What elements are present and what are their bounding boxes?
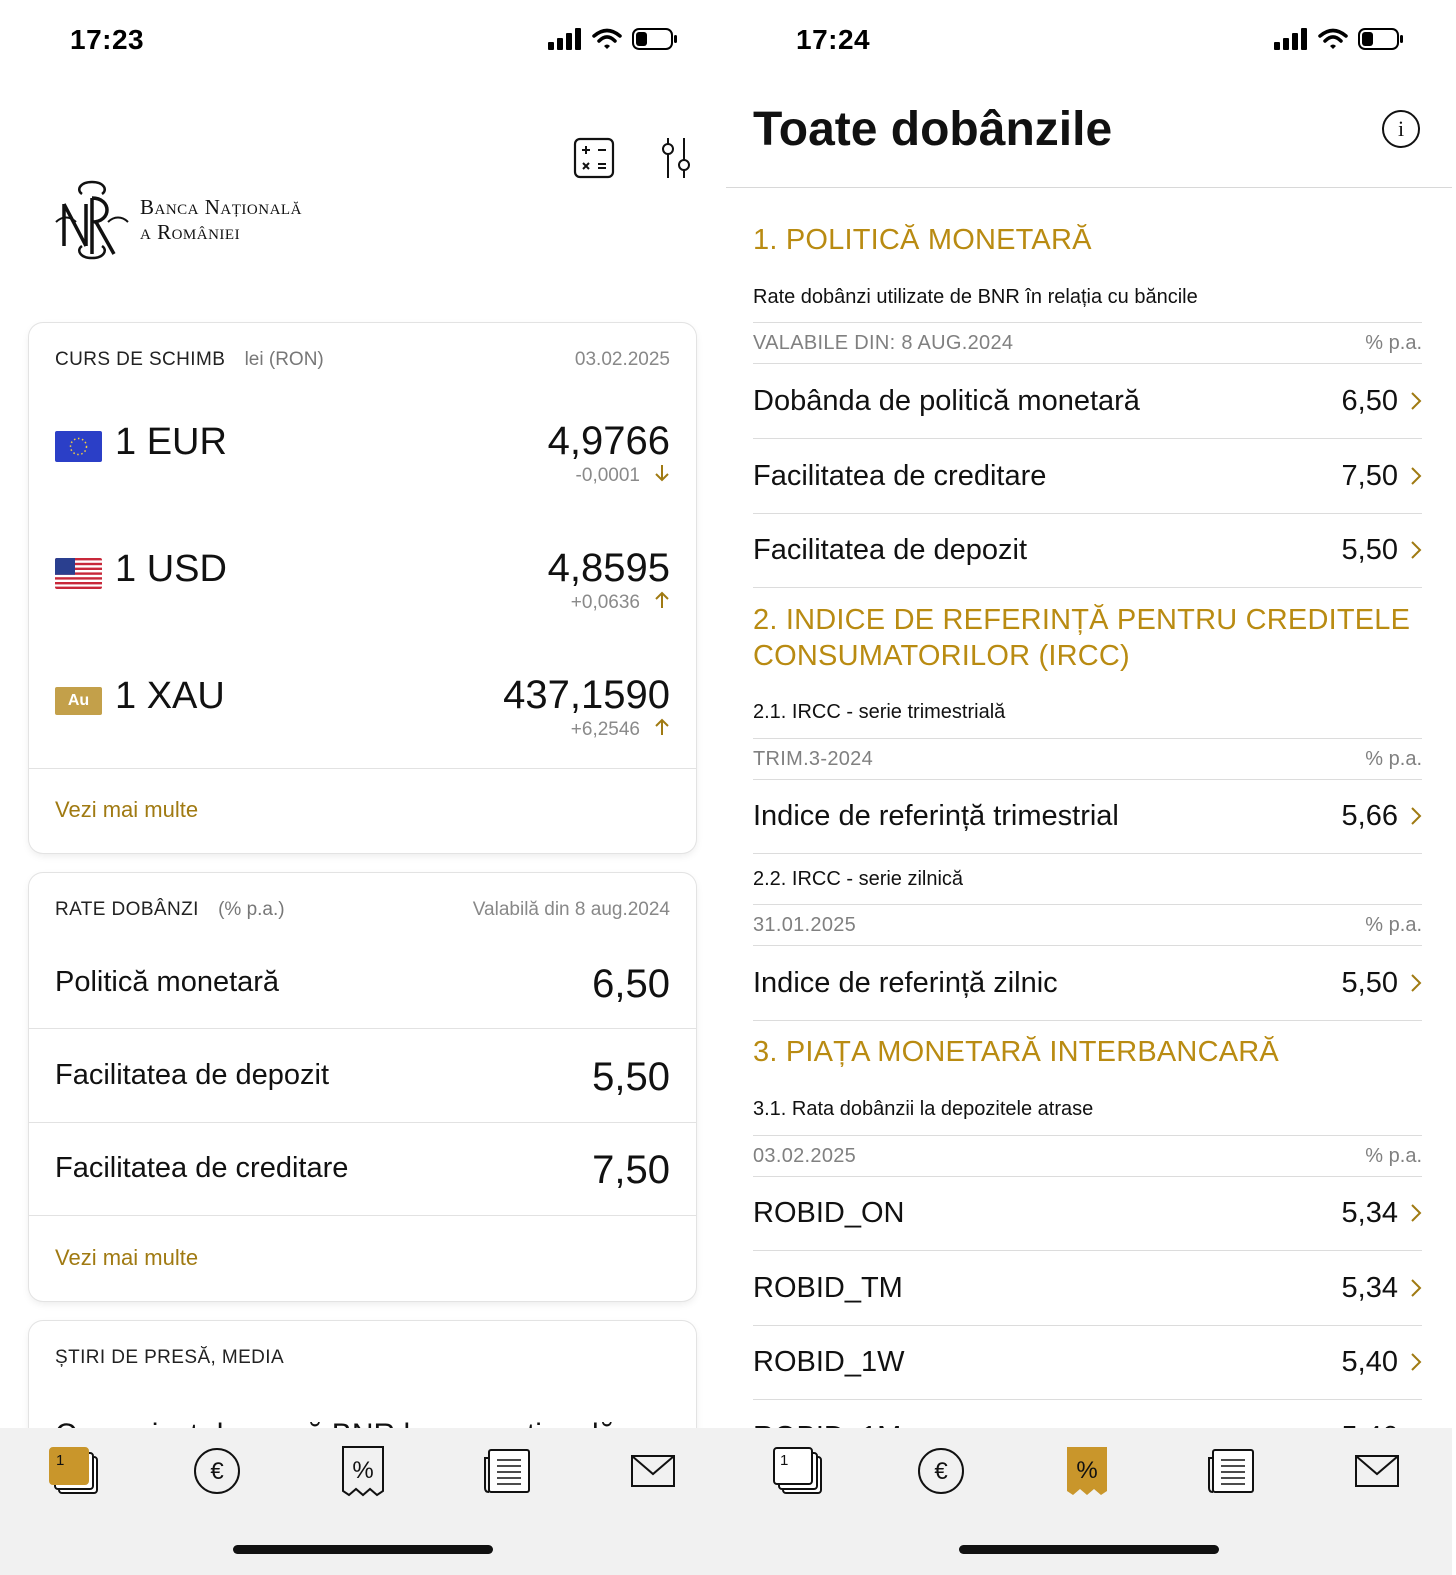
row-label: Dobânda de politică monetară: [753, 385, 1140, 417]
calculator-icon: [573, 137, 615, 179]
section-title-interbank: 3. PIAȚA MONETARĂ INTERBANCARĂ: [753, 1036, 1279, 1068]
rate-label: Facilitatea de creditare: [55, 1152, 349, 1184]
card-divider: [29, 1215, 696, 1216]
rates-see-more-link[interactable]: Vezi mai multe: [55, 1245, 199, 1270]
tab-home-badge: 1: [780, 1452, 789, 1469]
row-value: 5,50: [1341, 967, 1398, 999]
meta-unit: % p.a.: [1365, 914, 1422, 936]
section-subtitle: 3.1. Rata dobânzii la depozitele atrase: [753, 1098, 1094, 1120]
header-divider: [726, 187, 1452, 188]
cards-icon: [49, 1445, 101, 1497]
all-rates-screen: [726, 0, 1452, 1575]
svg-text:€: €: [210, 1458, 224, 1485]
arrow-up-icon: [654, 717, 670, 737]
eu-flag-icon: [55, 431, 102, 462]
rate-value: 5,50: [592, 1055, 670, 1099]
chevron-right-icon: [1410, 1352, 1422, 1372]
row-value: 6,50: [1341, 385, 1398, 417]
list-row-quarterly-index[interactable]: [753, 779, 1422, 854]
logo-text: [140, 195, 302, 245]
info-icon: i: [1397, 116, 1405, 141]
rates-card-header: [55, 899, 670, 921]
exchange-card-header: [55, 349, 670, 371]
rate-value: 6,50: [592, 962, 670, 1006]
status-icons: [548, 28, 678, 50]
wifi-icon: [1318, 28, 1348, 50]
sliders-icon: [658, 136, 694, 180]
battery-icon: [632, 28, 678, 50]
svg-text:%: %: [352, 1457, 374, 1484]
meta-unit: % p.a.: [1365, 748, 1422, 770]
row-label: ROBID_TM: [753, 1272, 903, 1304]
status-time: 17:23: [70, 24, 145, 55]
rate-row-policy[interactable]: [55, 962, 670, 1059]
exchange-card-date: 03.02.2025: [574, 349, 670, 370]
row-label: Facilitatea de creditare: [753, 460, 1047, 492]
section-subtitle: 2.2. IRCC - serie zilnică: [753, 868, 964, 890]
currency-code: 1 EUR: [115, 421, 227, 463]
fx-row-eur[interactable]: [55, 419, 670, 515]
status-time: 17:24: [796, 24, 871, 55]
tab-home[interactable]: [772, 1444, 826, 1498]
settings-sliders-button[interactable]: [652, 134, 700, 182]
row-divider: [29, 1028, 696, 1029]
tab-rates[interactable]: [1060, 1444, 1114, 1498]
mail-icon: [630, 1454, 676, 1488]
card-divider: [29, 768, 696, 769]
rates-card-valid-date: Valabilă din 8 aug.2024: [472, 899, 670, 920]
newspaper-icon: [483, 1448, 531, 1494]
percent-ticket-icon: [1065, 1445, 1109, 1497]
chevron-right-icon: [1410, 1278, 1422, 1298]
cards-icon: [773, 1445, 825, 1497]
row-label: ROBID_ON: [753, 1197, 905, 1229]
interest-rates-card[interactable]: [29, 873, 696, 1301]
tab-contact[interactable]: [626, 1444, 680, 1498]
arrow-down-icon: [654, 463, 670, 483]
exchange-see-more-link[interactable]: Vezi mai multe: [55, 797, 199, 822]
info-button[interactable]: [1382, 110, 1420, 148]
chevron-right-icon: [1410, 973, 1422, 993]
status-icons: [1274, 28, 1404, 50]
list-row-deposit-facility[interactable]: [753, 513, 1422, 588]
section-title-ircc: 2. INDICE DE REFERINȚĂ PENTRU CREDITELE CONSUMATORILOR (IRCC): [753, 604, 1411, 672]
tab-home-badge: 1: [56, 1452, 65, 1469]
tab-news[interactable]: [480, 1444, 534, 1498]
meta-row: [753, 322, 1422, 364]
meta-unit: % p.a.: [1365, 332, 1422, 354]
newspaper-icon: [1207, 1448, 1255, 1494]
rate-value: 7,50: [592, 1148, 670, 1192]
percent-ticket-icon: [341, 1445, 385, 1497]
home-screen: [0, 0, 726, 1575]
list-row-robid-tm[interactable]: [753, 1251, 1422, 1326]
battery-icon: [1358, 28, 1404, 50]
meta-row: [753, 904, 1422, 946]
meta-unit: % p.a.: [1365, 1145, 1422, 1167]
tab-exchange[interactable]: [190, 1444, 244, 1498]
list-row-robid-1w[interactable]: [753, 1325, 1422, 1400]
rate-label: Politică monetară: [55, 966, 280, 998]
exchange-card-title: CURS DE SCHIMB: [55, 349, 226, 370]
meta-date: VALABILE DIN: 8 AUG.2024: [753, 332, 1014, 354]
status-bar: [0, 22, 726, 62]
currency-code: 1 XAU: [115, 675, 225, 717]
chevron-right-icon: [1410, 540, 1422, 560]
signal-icon: [1274, 28, 1308, 50]
row-label: Indice de referință zilnic: [753, 967, 1058, 999]
tab-exchange[interactable]: [914, 1444, 968, 1498]
tab-rates[interactable]: [336, 1444, 390, 1498]
calculator-button[interactable]: [570, 134, 618, 182]
tab-contact[interactable]: [1350, 1444, 1404, 1498]
rates-card-unit: (% p.a.): [218, 899, 285, 920]
gold-au-label: Au: [67, 692, 90, 709]
fx-row-usd[interactable]: [55, 546, 670, 642]
exchange-rate-change: -0,0001: [575, 465, 640, 486]
rate-label: Facilitatea de depozit: [55, 1059, 330, 1091]
home-indicator: [959, 1545, 1219, 1554]
row-value: 5,66: [1341, 800, 1398, 832]
rates-card-title: RATE DOBÂNZI: [55, 899, 199, 920]
list-row-policy-rate[interactable]: [753, 364, 1422, 439]
rate-row-credit[interactable]: [55, 1148, 670, 1245]
exchange-rate-value: 437,1590: [503, 673, 670, 717]
row-value: 5,34: [1341, 1272, 1398, 1304]
meta-date: 03.02.2025: [753, 1145, 857, 1167]
exchange-rate-value: 4,8595: [547, 546, 670, 590]
chevron-right-icon: [1410, 806, 1422, 826]
chevron-right-icon: [1410, 1203, 1422, 1223]
page-title: Toate dobânzile: [753, 103, 1113, 156]
wifi-icon: [592, 28, 622, 50]
section-title-monetary-policy: 1. POLITICĂ MONETARĂ: [753, 224, 1092, 256]
us-flag-icon: [55, 558, 102, 589]
list-row-robid-on[interactable]: [753, 1176, 1422, 1251]
svg-text:%: %: [1076, 1457, 1098, 1484]
chevron-right-icon: [1410, 466, 1422, 486]
row-value: 5,50: [1341, 534, 1398, 566]
meta-row: [753, 738, 1422, 780]
section-subtitle: Rate dobânzi utilizate de BNR în relația cu băncile: [753, 286, 1198, 308]
euro-icon: [192, 1446, 242, 1496]
bnr-logo: [52, 176, 302, 264]
exchange-rate-card[interactable]: [29, 323, 696, 853]
news-card-title: ȘTIRI DE PRESĂ, MEDIA: [55, 1347, 285, 1368]
list-row-daily-index[interactable]: [753, 946, 1422, 1021]
meta-date: 31.01.2025: [753, 914, 857, 936]
logo-line-1: Banca Națională: [140, 195, 302, 219]
chevron-right-icon: [1410, 391, 1422, 411]
tab-home[interactable]: [48, 1444, 102, 1498]
list-row-credit-facility[interactable]: [753, 439, 1422, 514]
rate-row-deposit[interactable]: [55, 1055, 670, 1152]
row-divider: [29, 1122, 696, 1123]
arrow-up-icon: [654, 590, 670, 610]
signal-icon: [548, 28, 582, 50]
row-value: 5,40: [1341, 1346, 1398, 1378]
tab-news[interactable]: [1204, 1444, 1258, 1498]
exchange-rate-change: +0,0636: [570, 592, 640, 613]
euro-icon: [916, 1446, 966, 1496]
mail-icon: [1354, 1454, 1400, 1488]
row-value: 7,50: [1341, 460, 1398, 492]
exchange-rate-change: +6,2546: [570, 719, 640, 740]
exchange-card-unit: lei (RON): [244, 349, 324, 370]
status-bar: [726, 22, 1452, 62]
svg-text:€: €: [934, 1458, 948, 1485]
bnr-monogram-icon: [52, 176, 132, 264]
meta-row: [753, 1135, 1422, 1177]
row-label: Indice de referință trimestrial: [753, 800, 1119, 832]
row-label: Facilitatea de depozit: [753, 534, 1028, 566]
fx-row-xau[interactable]: [55, 673, 670, 769]
row-value: 5,34: [1341, 1197, 1398, 1229]
exchange-rate-value: 4,9766: [547, 419, 670, 463]
row-label: ROBID_1W: [753, 1346, 905, 1378]
section-subtitle: 2.1. IRCC - serie trimestrială: [753, 701, 1006, 723]
home-indicator: [233, 1545, 493, 1554]
news-card-header: [55, 1347, 670, 1369]
gold-au-icon: [55, 687, 102, 715]
logo-line-2: a României: [140, 220, 241, 244]
currency-code: 1 USD: [115, 548, 227, 590]
meta-date: TRIM.3-2024: [753, 748, 874, 770]
